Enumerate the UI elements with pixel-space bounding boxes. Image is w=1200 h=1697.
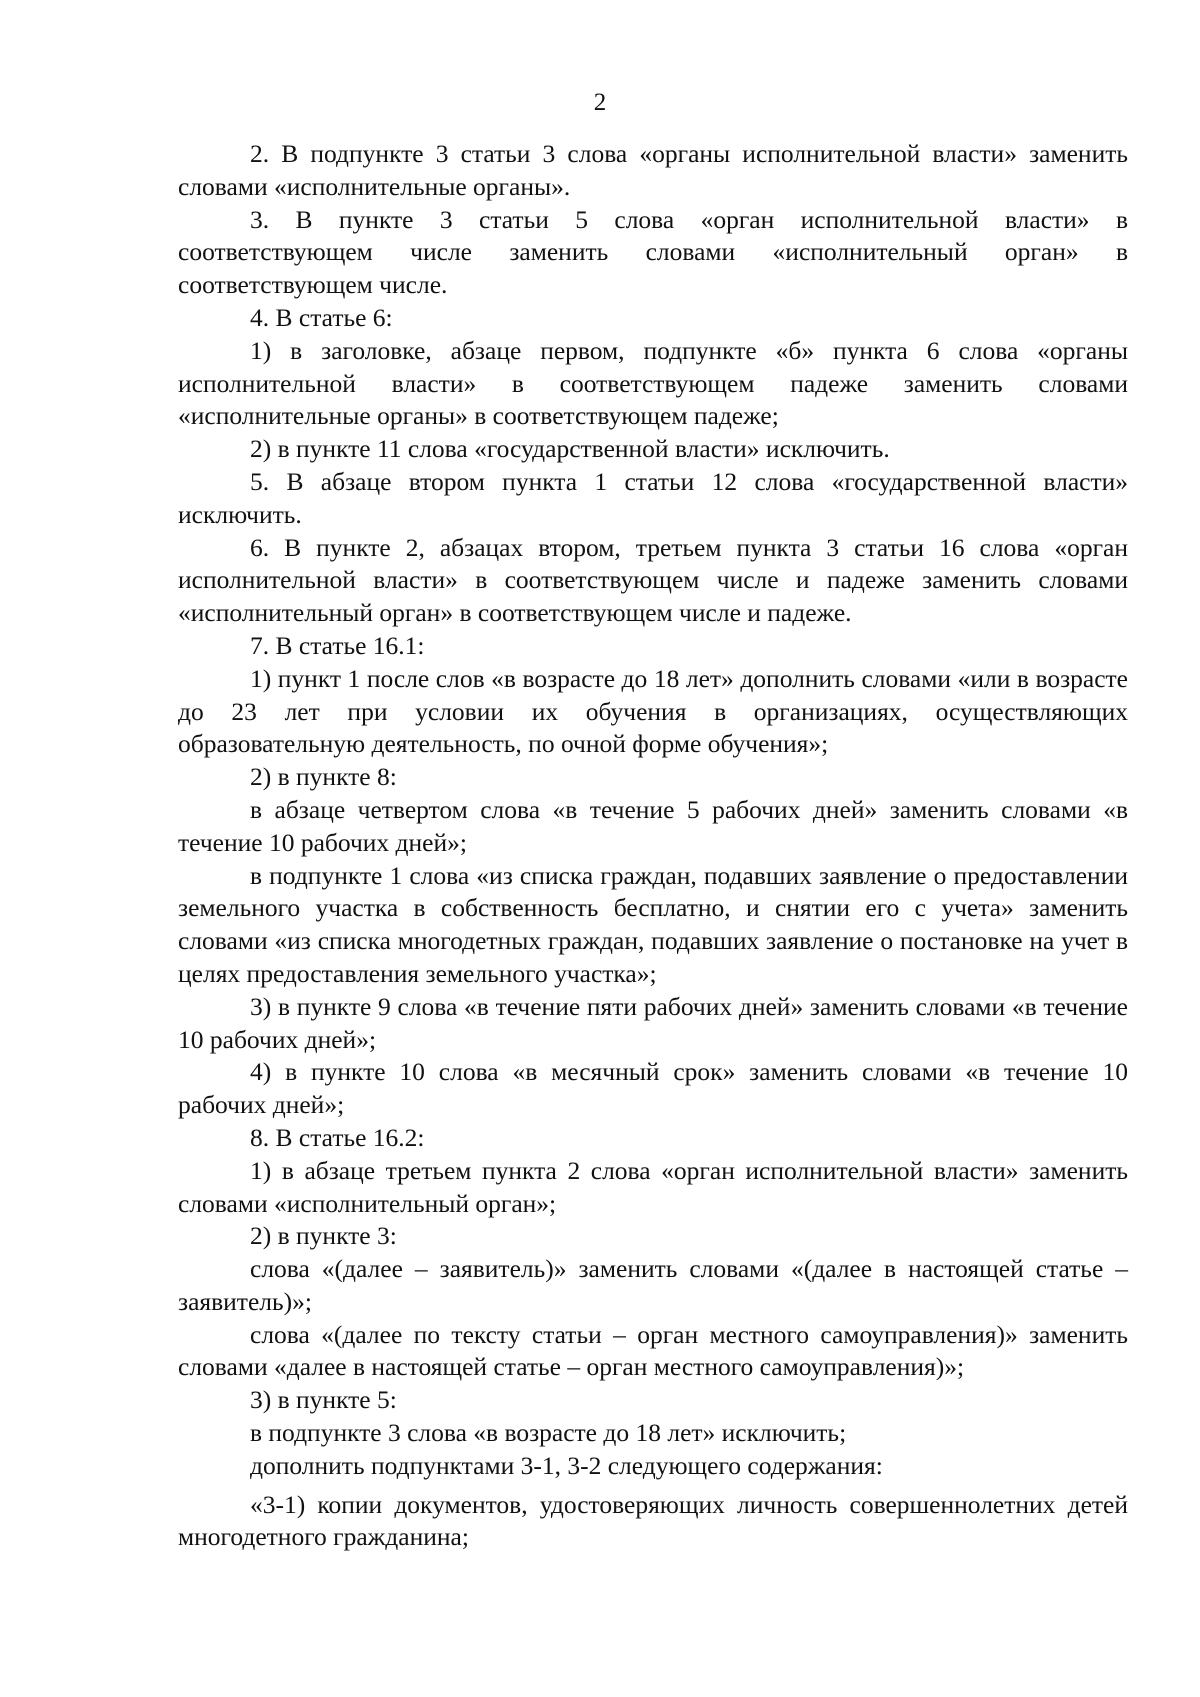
paragraph-item-3: 3. В пункте 3 статьи 5 слова «орган исполнительной власти» в соответствующем числе заменить словами «исполнительный орган» в соответствующем числе. — [178, 204, 1128, 300]
paragraph-sub-3-1: «3-1) копии документов, удостоверяющих личность совершеннолетних детей многодетного гражданина; — [178, 1489, 1128, 1552]
paragraph-item-2: 2. В подпункте 3 статьи 3 слова «органы исполнительной власти» заменить словами «исполнительные органы». — [178, 139, 1128, 201]
paragraph-item-8: 8. В статье 16.2: — [250, 1122, 425, 1152]
paragraph-item-7: 7. В статье 16.1: — [250, 630, 425, 660]
paragraph-item-4: 4. В статье 6: — [250, 302, 393, 332]
page-number: 2 — [593, 89, 607, 116]
paragraph-sub-7-3: 3) в пункте 9 слова «в течение пяти рабочих дней» заменить словами «в течение 10 рабочих дней»; — [178, 991, 1128, 1054]
paragraph-sub-8-2-b: слова «(далее по тексту статьи – орган местного самоуправления)» заменить словами «далее в настоящей статье – орган местного самоуправления)»; — [178, 1319, 1128, 1382]
paragraph-sub-8-2: 2) в пункте 3: — [250, 1221, 397, 1251]
paragraph-sub-8-3-b: дополнить подпунктами 3-1, 3-2 следующего содержания: — [250, 1450, 883, 1480]
paragraph-sub-8-1: 1) в абзаце третьем пункта 2 слова «орган исполнительной власти» заменить словами «исполнительный орган»; — [178, 1155, 1128, 1218]
paragraph-sub-8-2-a: слова «(далее – заявитель)» заменить словами «(далее в настоящей статье – заявитель)»; — [178, 1254, 1128, 1316]
paragraph-sub-7-1: 1) пункт 1 после слов «в возрасте до 18 лет» дополнить словами «или в возрасте до 23 лет при условии их обучения в организациях, осуществляющих образовательную деятельность, по очной форме обучения»; — [178, 663, 1128, 759]
paragraph-sub-7-2: 2) в пункте 8: — [250, 762, 397, 792]
paragraph-sub-7-4: 4) в пункте 10 слова «в месячный срок» заменить словами «в течение 10 рабочих дней»; — [178, 1057, 1128, 1120]
paragraph-sub-7-2-b: в подпункте 1 слова «из списка граждан, подавших заявление о предоставлении земельного участка в собственность бесплатно, и снятии его с учета» заменить словами «из списка многодетных граждан, подавших заявление о постановке на учет в целях предоставления земельного участка»; — [178, 860, 1128, 988]
paragraph-item-5: 5. В абзаце втором пункта 1 статьи 12 слова «государственной власти» исключить. — [178, 466, 1128, 529]
paragraph-sub-8-3: 3) в пункте 5: — [250, 1385, 397, 1415]
paragraph-sub-4-1: 1) в заголовке, абзаце первом, подпункте «б» пункта 6 слова «органы исполнительной власти» в соответствующем падеже заменить словами «исполнительные органы» в соответствующем падеже; — [178, 335, 1128, 431]
document-body — [178, 138, 1128, 1554]
paragraph-item-6: 6. В пункте 2, абзацах втором, третьем пункта 3 статьи 16 слова «орган исполнительной власти» в соответствующем числе и падеже заменить словами «исполнительный орган» в соответствующем числе и падеже. — [178, 532, 1128, 628]
paragraph-sub-8-3-a: в подпункте 3 слова «в возрасте до 18 лет» исключить; — [250, 1418, 847, 1448]
paragraph-sub-4-2: 2) в пункте 11 слова «государственной власти» исключить. — [250, 434, 890, 464]
paragraph-sub-7-2-a: в абзаце четвертом слова «в течение 5 рабочих дней» заменить словами «в течение 10 рабочих дней»; — [178, 794, 1128, 857]
